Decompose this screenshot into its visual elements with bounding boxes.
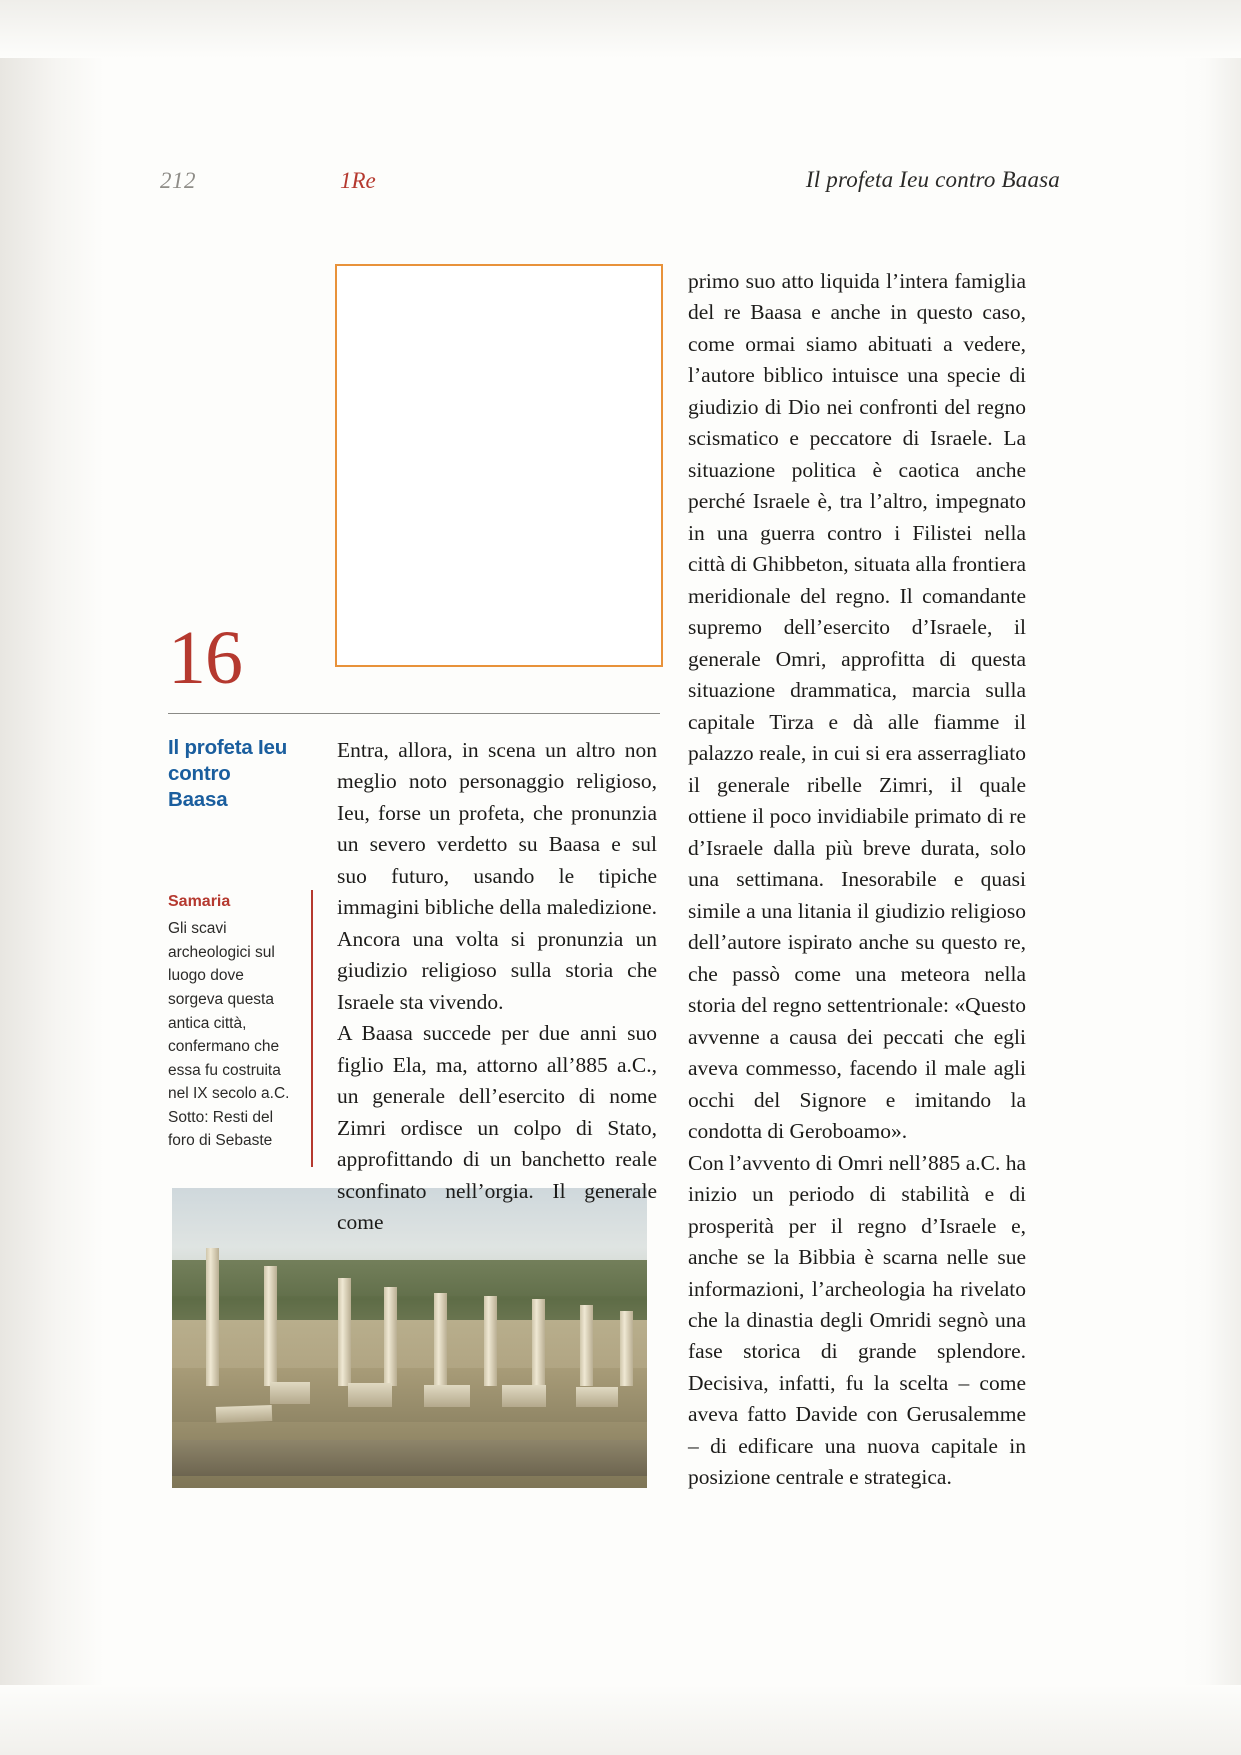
photo-column — [580, 1305, 593, 1386]
photo-stone-block — [348, 1383, 392, 1407]
chapter-title: Il profeta Ieu contro Baasa — [168, 736, 288, 812]
photo-stone-block — [424, 1385, 470, 1407]
photo-column — [206, 1248, 219, 1386]
side-note-title: Samaria — [168, 893, 231, 910]
photo-ground-far — [172, 1320, 647, 1374]
running-head-title: Il profeta Ieu contro Baasa — [805, 167, 1060, 192]
photo-column — [620, 1311, 633, 1386]
photo-column — [484, 1296, 497, 1386]
side-note-body: Gli scavi archeologici sul luogo dove sorgeva questa antica città, confermano che essa fu costruita nel IX secolo a.C. — [168, 920, 290, 1103]
side-note — [168, 890, 290, 1153]
photo-column — [434, 1293, 447, 1386]
photo-treeline — [172, 1260, 647, 1326]
photo-column — [384, 1287, 397, 1386]
photo-foreground-road — [172, 1440, 647, 1476]
text-column-right — [688, 266, 1026, 1494]
photo-column — [338, 1278, 351, 1386]
photo-column — [532, 1299, 545, 1386]
photo-column — [264, 1266, 277, 1386]
side-note-caption-text: Resti del foro di Sebaste — [168, 1108, 274, 1150]
paragraph: primo suo atto liquida l’intera famiglia del re Baasa e anche in questo caso, come ormai siamo abituati a vedere, l’autore biblico intuisce una specie di giudizio di Dio nei confronti del regno scismatico e peccatore di Israele. La situazione politica è caotica anche perché Israele è, tra l’altro, impegnato in una guerra contro i Filistei nella città di Ghibbeton, situata alla frontiera meridionale del regno. Il comandante supremo dell’esercito d’Israele, il generale Omri, approfitta di questa situazione drammatica, marcia sulla capitale Tirza e dà alle fiamme il palazzo reale, in cui si era asserragliato il generale ribelle Zimri, il quale ottiene il poco invidiabile primato di re d’Israele dalla più breve durata, solo una settimana. Inesorabile e quasi simile a una litania il giudizio religioso dell’autore ispirato anche su questo re, che passò come una meteora nella storia del regno settentrionale: «Questo avvenne a causa dei peccati che egli aveva commesso, facendo il male agli occhi del Signore e imitando la condotta di Geroboamo». — [688, 269, 1026, 1144]
page-number: 212 — [160, 168, 196, 193]
scan-edge-bottom — [0, 1685, 1241, 1755]
chapter-number: 16 — [168, 616, 242, 700]
book-abbreviation: 1Re — [340, 168, 376, 193]
figure-placeholder-frame — [335, 264, 663, 667]
scan-edge-right — [1181, 0, 1241, 1755]
scan-edge-left — [0, 0, 104, 1755]
sidebar — [168, 735, 288, 814]
paragraph: Entra, allora, in scena un altro non meglio noto personaggio religioso, Ieu, forse un profeta, che pronunzia un severo verdetto su Baasa e sul suo futuro, usando le tipiche immagini bibliche della maledizione. Ancora una volta si pronunzia un giudizio religioso sulla storia che Israele sta vivendo. — [337, 738, 658, 1014]
paragraph: A Baasa succede per due anni suo figlio Ela, ma, attorno all’885 a.C., un generale dell’esercito di nome Zimri ordisce un colpo di Stato, approfittando di un banchetto reale sconfinato nell’orgia. Il generale come — [337, 1021, 657, 1235]
photo-fallen-column — [216, 1405, 273, 1423]
photo-stone-block — [502, 1385, 546, 1407]
side-note-caption-label: Sotto: — [168, 1108, 209, 1126]
vertical-rule — [311, 890, 313, 1167]
photo-stone-block — [576, 1387, 618, 1407]
photo-stone-block — [270, 1382, 310, 1404]
paragraph: Con l’avvento di Omri nell’885 a.C. ha inizio un periodo di stabilità e di prosperità per il regno d’Israele e, anche se la Bibbia è scarna nelle sue informazioni, l’archeologia ha rivelato che la dinastia degli Omridi segnò una fase storica di grande splendore. Decisiva, infatti, fu la scelta – come aveva fatto Davide con Gerusalemme – di edificare una nuova capitale in posizione centrale e strategica. — [688, 1150, 1026, 1490]
horizontal-rule — [168, 713, 660, 714]
running-head — [160, 168, 1060, 198]
scan-edge-top — [0, 0, 1241, 58]
text-column-middle — [337, 735, 657, 1239]
